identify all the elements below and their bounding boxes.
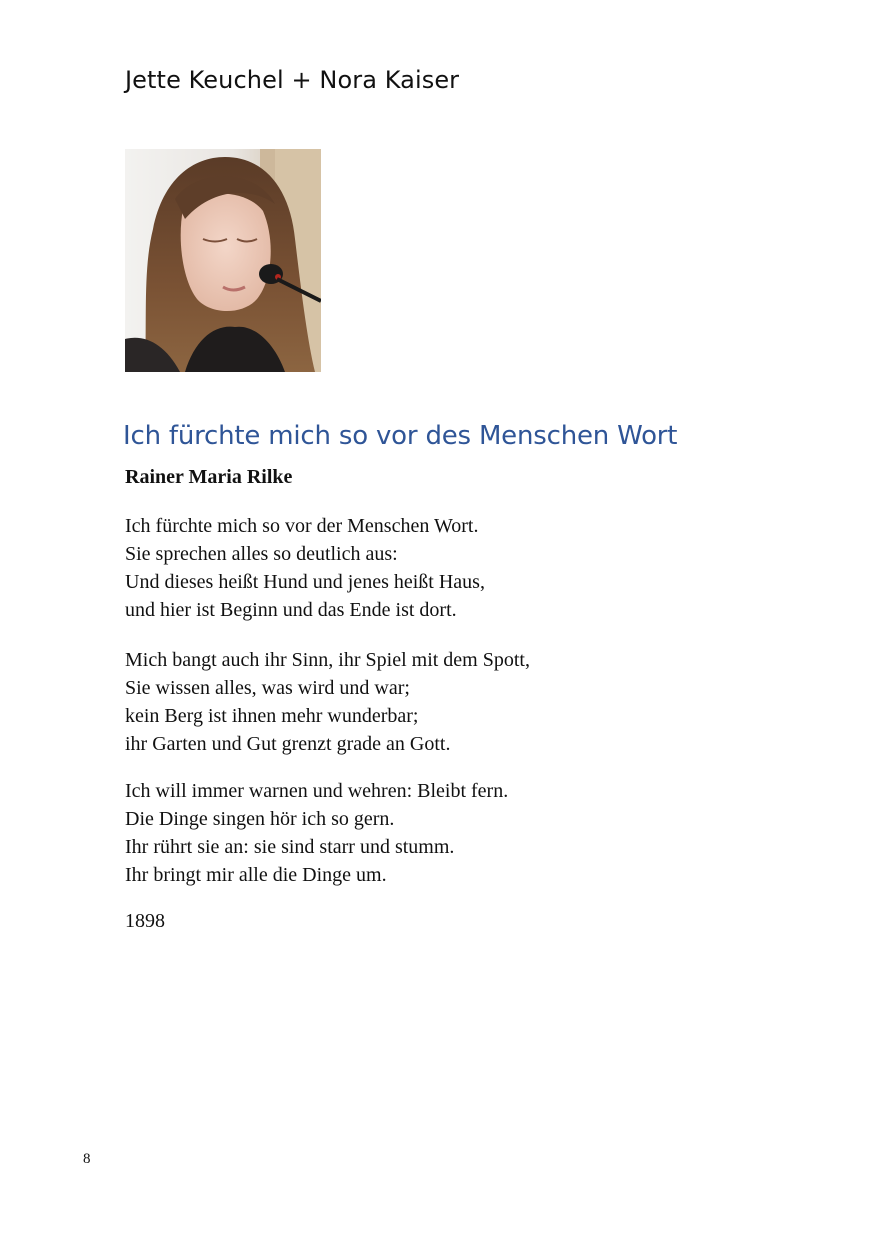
poem-line: Ihr bringt mir alle die Dinge um.: [125, 864, 387, 886]
page-header: Jette Keuchel + Nora Kaiser: [125, 66, 460, 94]
poem-line: Sie sprechen alles so deutlich aus:: [125, 543, 398, 565]
poem-author: Rainer Maria Rilke: [125, 466, 293, 488]
poem-title: Ich fürchte mich so vor des Menschen Wort: [123, 421, 678, 452]
presenter-photo: [125, 149, 321, 372]
poem-line: Ihr rührt sie an: sie sind starr und stumm.: [125, 836, 455, 858]
poem-line: Sie wissen alles, was wird und war;: [125, 677, 410, 699]
poem-stanza-1: [125, 512, 485, 624]
poem-line: Und dieses heißt Hund und jenes heißt Haus,: [125, 571, 485, 593]
poem-line: kein Berg ist ihnen mehr wunderbar;: [125, 705, 419, 727]
poem-line: Die Dinge singen hör ich so gern.: [125, 808, 395, 830]
poem-year: 1898: [125, 910, 165, 932]
poem-stanza-3: [125, 777, 508, 889]
poem-stanza-2: [125, 646, 530, 758]
page-number: 8: [83, 1151, 91, 1167]
poem-line: und hier ist Beginn und das Ende ist dort.: [125, 599, 457, 621]
poem-line: Ich fürchte mich so vor der Menschen Wort.: [125, 515, 479, 537]
poem-line: ihr Garten und Gut grenzt grade an Gott.: [125, 733, 451, 755]
poem-line: Ich will immer warnen und wehren: Bleibt fern.: [125, 780, 509, 802]
poem-line: Mich bangt auch ihr Sinn, ihr Spiel mit dem Spott,: [125, 649, 530, 671]
